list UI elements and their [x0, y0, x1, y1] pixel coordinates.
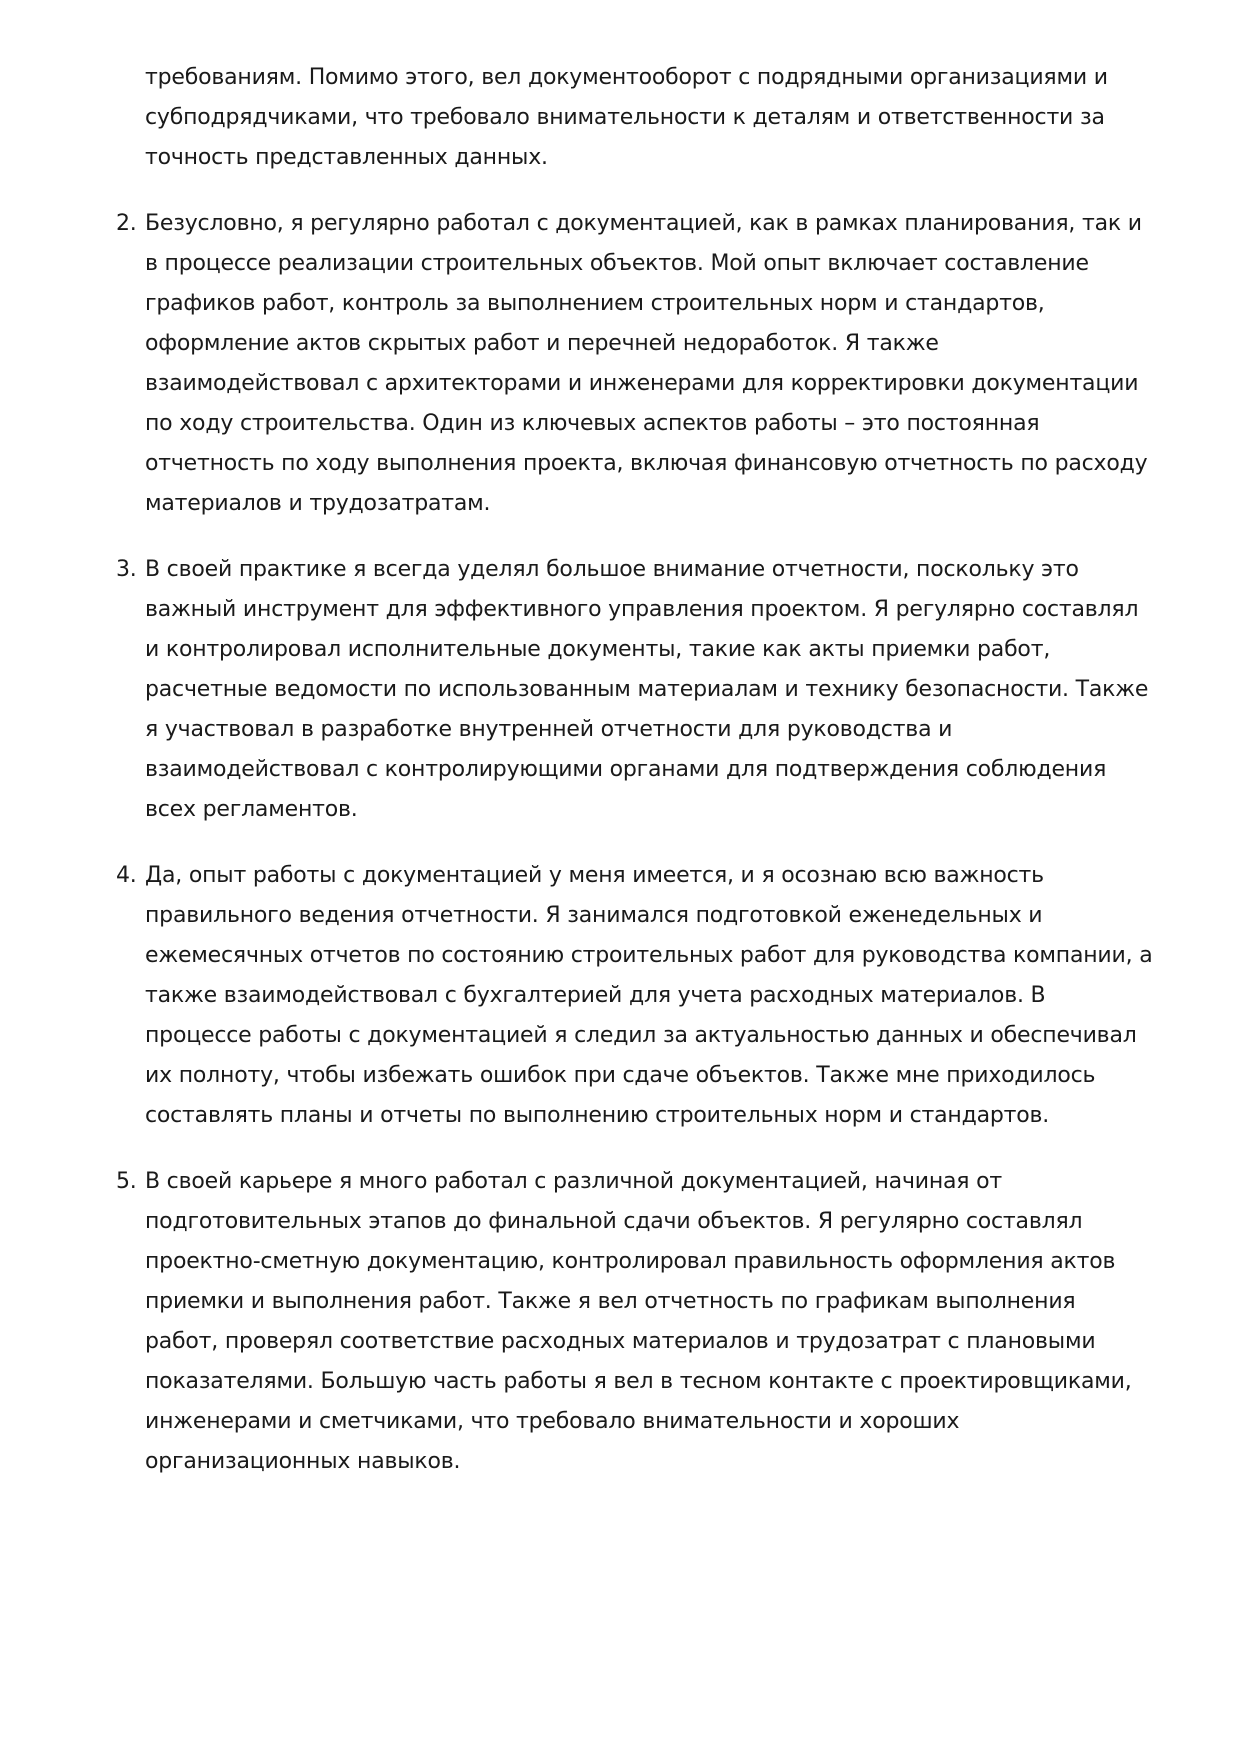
list-item-text: Безусловно, я регулярно работал с документацией, как в рамках планирования, так и в процессе реализации строительных объектов. Мой опыт включает составление графиков работ, контроль за выполнением строительных норм и стандартов, оформление актов скрытых работ и перечней недоработок. Я также взаимодействовал с архитекторами и инженерами для корректировки документации по ходу строительства. Один из ключевых аспектов работы – это постоянная отчетность по ходу выполнения проекта, включая финансовую отчетность по расходу материалов и трудозатратам. [145, 211, 1148, 516]
list-item-4 [116, 856, 1155, 1136]
list-item-text: В своей карьере я много работал с различной документацией, начиная от подготовительных этапов до финальной сдачи объектов. Я регулярно составлял проектно-сметную документацию, контролировал правильность оформления актов приемки и выполнения работ. Также я вел отчетность по графикам выполнения работ, проверял соответствие расходных материалов и трудозатрат с плановыми показателями. Большую часть работы я вел в тесном контакте с проектировщиками, инженерами и сметчиками, что требовало внимательности и хороших организационных навыков. [145, 1169, 1132, 1474]
list-item-number: 4. [116, 863, 137, 888]
list-item-number: 2. [116, 211, 137, 236]
answers-list [116, 204, 1155, 1482]
continuation-paragraph: требованиям. Помимо этого, вел документооборот с подрядными организациями и субподрядчиками, что требовало внимательности к деталям и ответственности за точность представленных данных. [145, 65, 1108, 170]
document-body [116, 58, 1155, 1508]
list-item-5 [116, 1162, 1155, 1482]
list-item-number: 3. [116, 557, 137, 582]
list-item-text: Да, опыт работы с документацией у меня имеется, и я осознаю всю важность правильного ведения отчетности. Я занимался подготовкой еженедельных и ежемесячных отчетов по состоянию строительных работ для руководства компании, а также взаимодействовал с бухгалтерией для учета расходных материалов. В процессе работы с документацией я следил за актуальностью данных и обеспечивал их полноту, чтобы избежать ошибок при сдаче объектов. Также мне приходилось составлять планы и отчеты по выполнению строительных норм и стандартов. [145, 863, 1153, 1128]
list-item-2 [116, 204, 1155, 524]
list-item-number: 5. [116, 1169, 137, 1194]
list-item-text: В своей практике я всегда уделял большое внимание отчетности, поскольку это важный инструмент для эффективного управления проектом. Я регулярно составлял и контролировал исполнительные документы, такие как акты приемки работ, расчетные ведомости по использованным материалам и технику безопасности. Также я участвовал в разработке внутренней отчетности для руководства и взаимодействовал с контролирующими органами для подтверждения соблюдения всех регламентов. [145, 557, 1149, 822]
list-item-3 [116, 550, 1155, 830]
